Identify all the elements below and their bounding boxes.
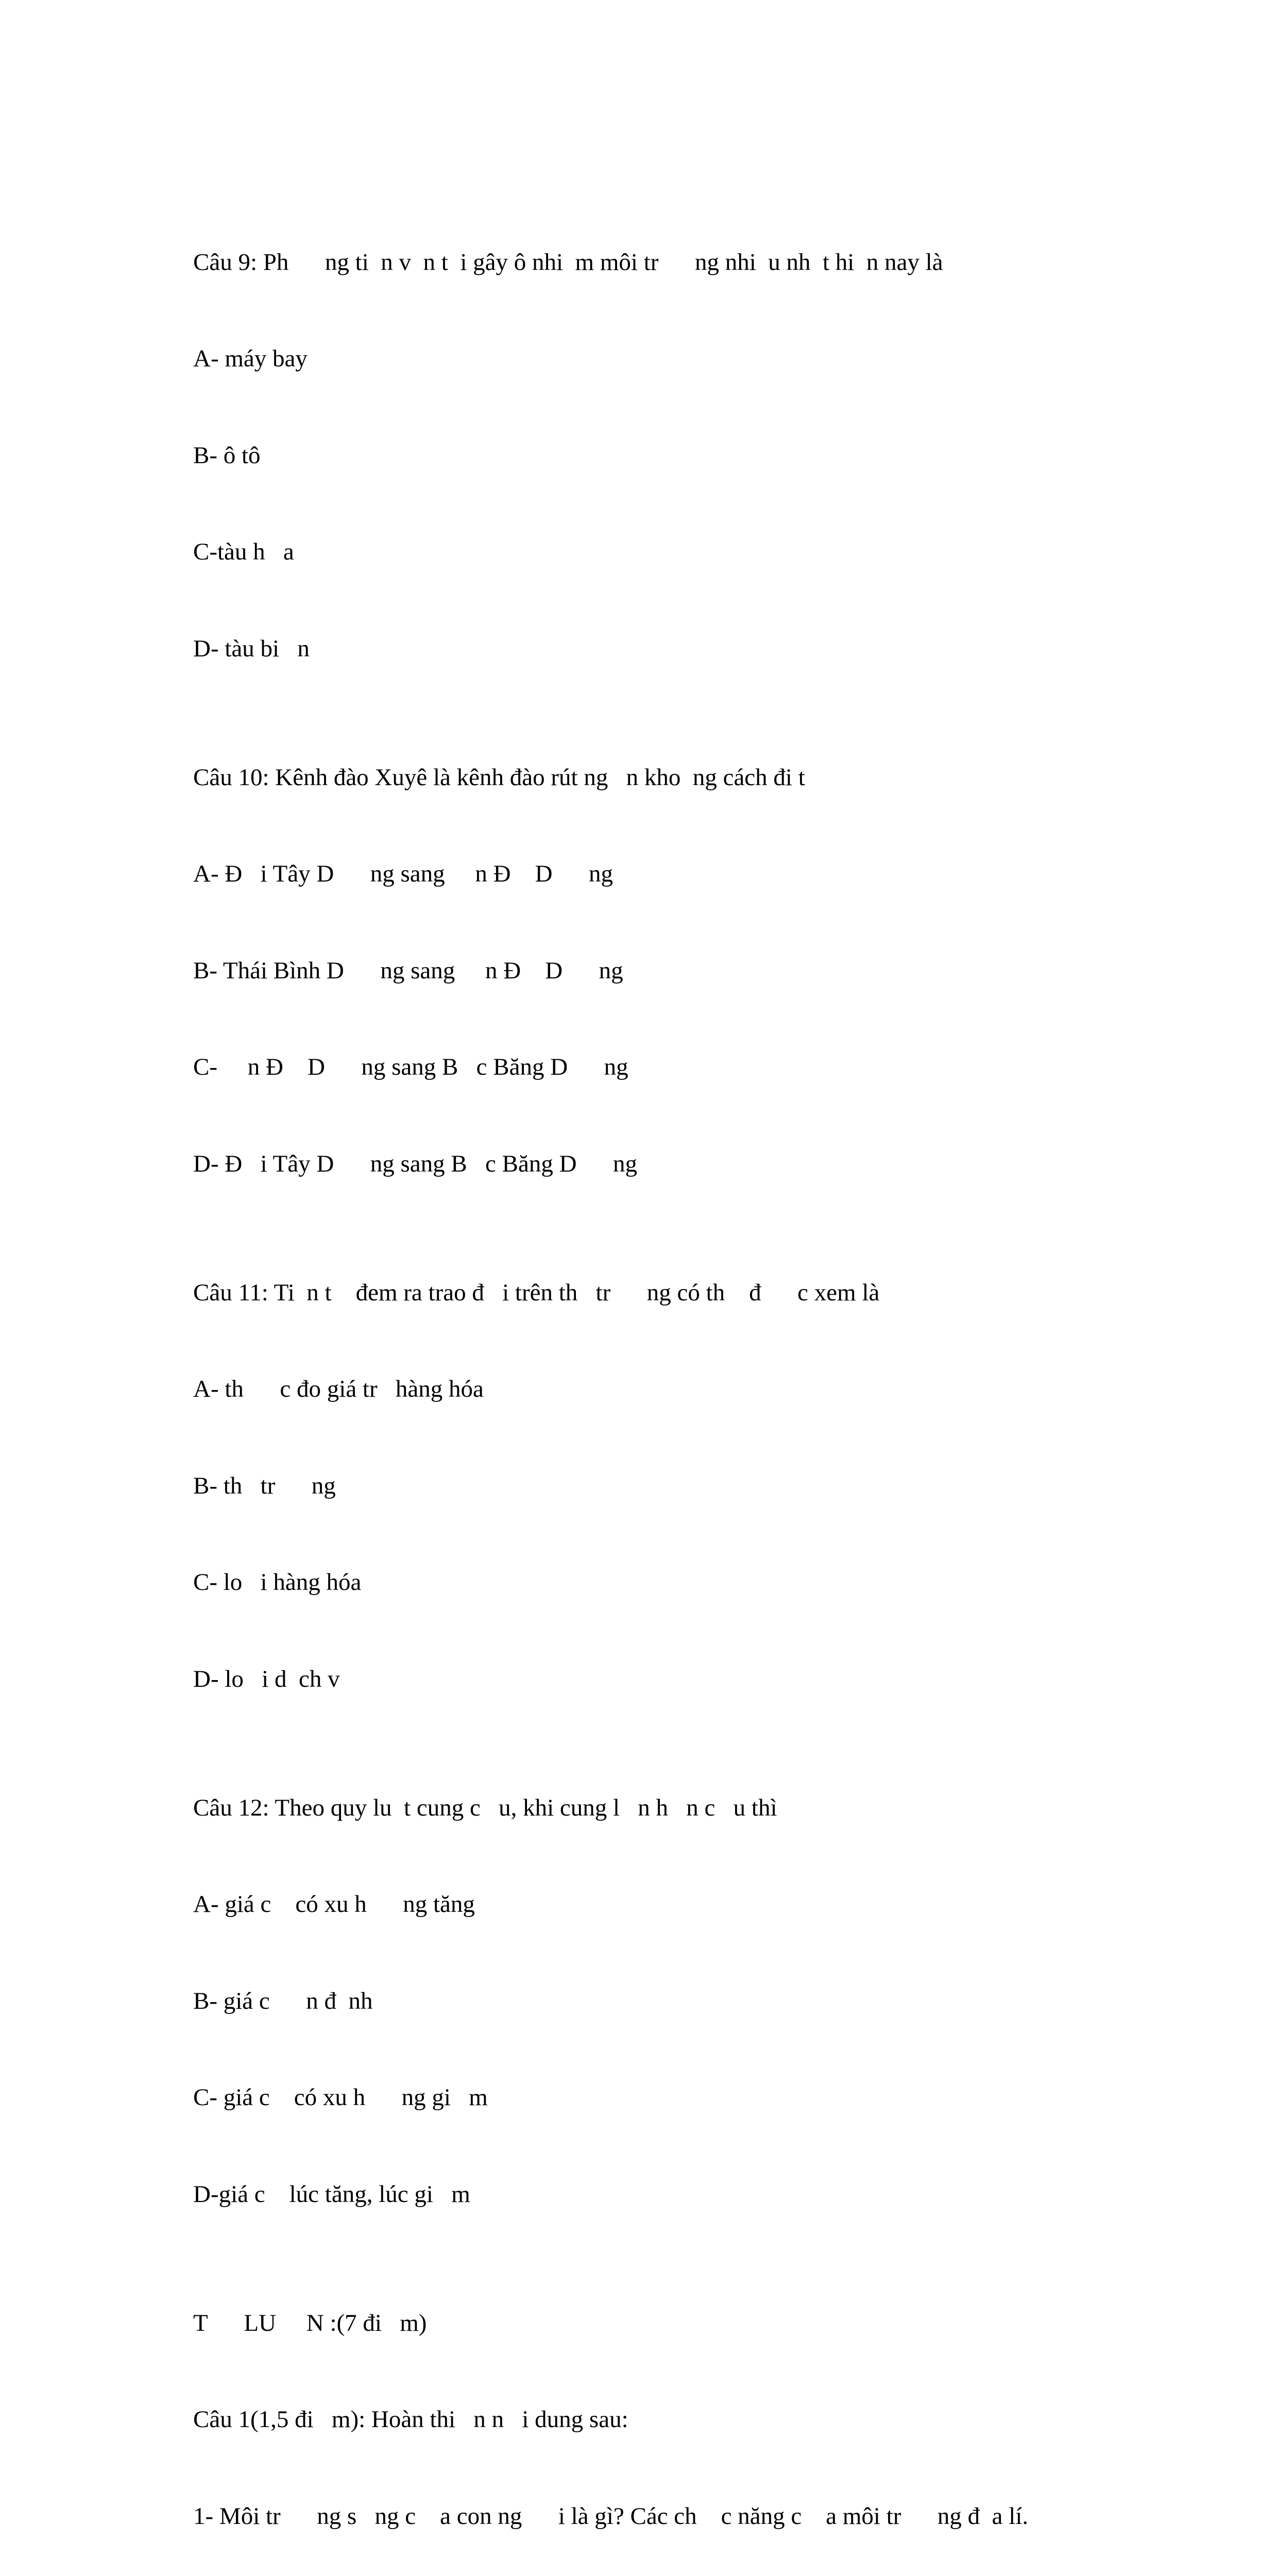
q9-option-b: B- ô tô	[193, 442, 261, 469]
q10-option-d: D- Đ i Tây D ng sang B c Băng D ng	[193, 1150, 638, 1177]
question-9: Câu 9: Ph ng ti n v n t i gây ô nhi m môi tr ng nhi u nh t hi n nay là	[193, 248, 943, 276]
q12-option-b: B- giá c n đ nh	[193, 1987, 373, 2014]
q9-option-c: C-tàu h a	[193, 538, 294, 565]
essay-q1-part-1: 1- Môi tr ng s ng c a con ng i là gì? Các ch c năng c a môi tr ng đ a lí.	[193, 2502, 1029, 2530]
q11-option-b: B- th tr ng	[193, 1472, 336, 1499]
q11-option-a: A- th c đo giá tr hàng hóa	[193, 1376, 484, 1402]
question-10: Câu 10: Kênh đào Xuyê là kênh đào rút ng n kho ng cách đi t	[193, 764, 805, 791]
essay-heading: T LU N :(7 đi m)	[193, 2309, 427, 2336]
q12-option-a: A- giá c có xu h ng tăng	[193, 1891, 475, 1918]
q10-option-c: C- n Đ D ng sang B c Băng D ng	[193, 1054, 628, 1080]
q11-option-c: C- lo i hàng hóa	[193, 1569, 362, 1596]
q9-option-d: D- tàu bi n	[193, 635, 310, 662]
q10-option-a: A- Đ i Tây D ng sang n Đ D ng	[193, 860, 614, 887]
q12-option-c: C- giá c có xu h ng gi m	[193, 2084, 488, 2111]
document-page	[193, 149, 1100, 2576]
q10-option-b: B- Thái Bình D ng sang n Đ D ng	[193, 957, 623, 984]
essay-question-1: Câu 1(1,5 đi m): Hoàn thi n n i dung sau:	[193, 2406, 628, 2433]
q9-option-a: A- máy bay	[193, 345, 308, 372]
question-12: Câu 12: Theo quy lu t cung c u, khi cung l n h n c u thì	[193, 1794, 777, 1821]
q12-option-d: D-giá c lúc tăng, lúc gi m	[193, 2180, 470, 2208]
q11-option-d: D- lo i d ch v	[193, 1665, 340, 1692]
question-11: Câu 11: Ti n t đem ra trao đ i trên th tr ng có th đ c xem là	[193, 1279, 880, 1306]
